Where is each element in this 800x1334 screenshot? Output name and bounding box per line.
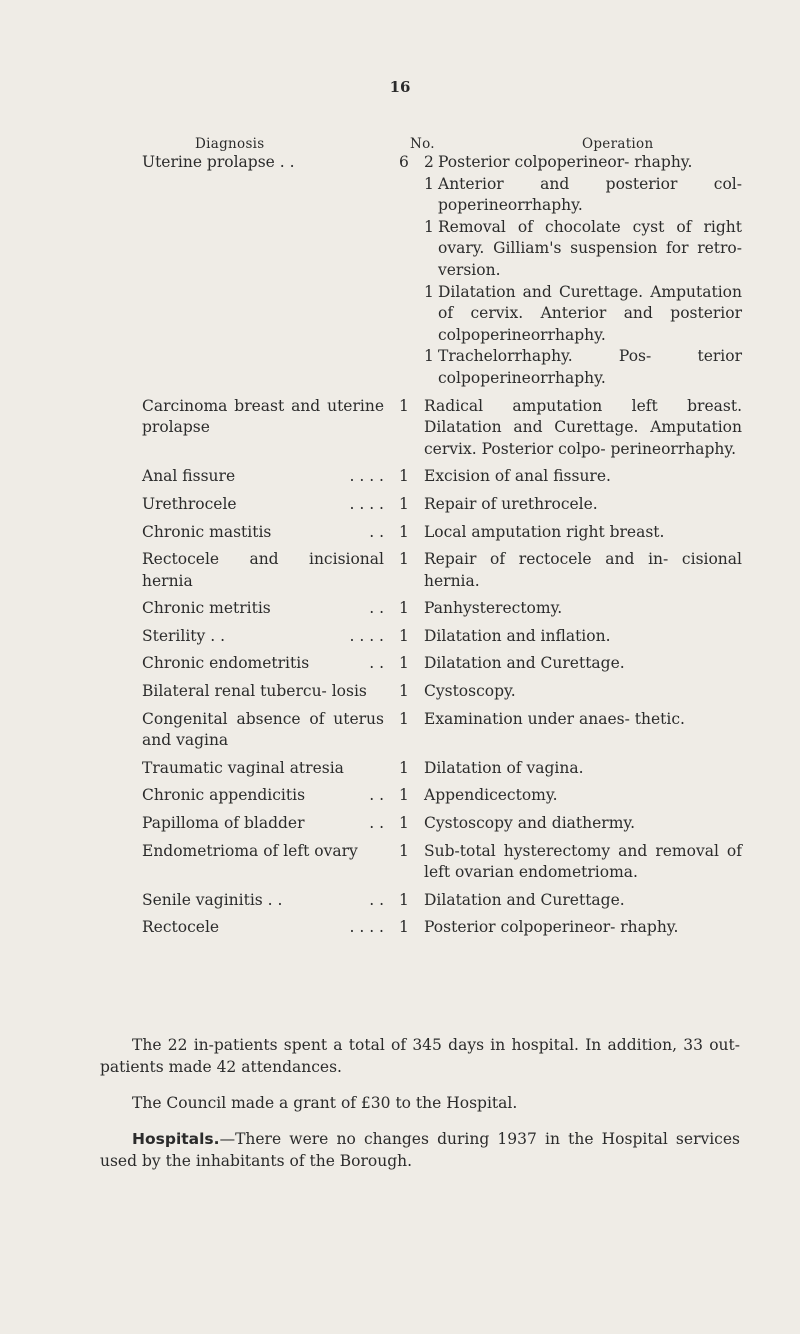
operation-cell: Sub-total hysterectomy and removal of left ovarian endometrioma. (424, 841, 742, 882)
operation-item: 1 Trachelorrhaphy. Pos- terior colpoperineorrhaphy. (424, 347, 742, 387)
operation-cell: Cystoscopy and diathermy. (424, 814, 636, 833)
count-cell: 1 (399, 396, 409, 415)
diagnosis-cell: Papilloma of bladder . . (142, 814, 384, 833)
operation-cell: Dilatation and Curettage. (424, 654, 625, 673)
diagnosis-cell: Chronic endometritis . . (142, 654, 384, 673)
hospitals-heading: Hospitals. (132, 1130, 220, 1148)
count-cell: 1 (399, 709, 409, 728)
table-row (142, 681, 742, 703)
hospitals-paragraph (100, 1128, 740, 1172)
header-no: No. (410, 136, 435, 152)
grant-paragraph: The Council made a grant of £30 to the Hospital. (132, 1094, 518, 1112)
diagnosis-cell: Chronic metritis . . (142, 599, 384, 618)
count-cell: 1 (399, 626, 409, 645)
operation-item: 1 Removal of chocolate cyst of right ovary. Gilliam's suspension for retro- version. (424, 217, 742, 279)
diagnosis-cell: Rectocele . . . . (142, 918, 384, 937)
operation-cell: Dilatation and inflation. (424, 626, 611, 645)
hospitals-text: —There were no changes during 1937 in the Hospital services used by the inhabitants of the Borough. (100, 1130, 740, 1170)
diagnosis-cell: Congenital absence of uterus and vagina (142, 709, 384, 750)
table-row (142, 466, 742, 488)
operation-cell: Local amputation right breast. (424, 522, 665, 541)
table-row (142, 758, 742, 780)
diagnosis-cell: Traumatic vaginal atresia (142, 758, 344, 777)
count-cell: 1 (399, 918, 409, 937)
operation-item: 1 Dilatation and Curettage. Amputation of cervix. Anterior and posterior colpoperineorrhaphy. (424, 282, 742, 344)
operation-cell: Panhysterectomy. (424, 599, 563, 618)
count-cell: 1 (399, 682, 409, 701)
diagnosis-cell: Uterine prolapse . . (142, 153, 295, 171)
operation-cell: Dilatation of vagina. (424, 758, 584, 777)
diagnosis-cell: Carcinoma breast and uterine prolapse (142, 396, 384, 437)
table-row (142, 396, 742, 461)
operation-cell: Examination under anaes- thetic. (424, 709, 685, 728)
table-row (142, 494, 742, 516)
count-cell: 1 (399, 494, 409, 513)
diagnosis-cell: Rectocele and incisional hernia (142, 550, 384, 590)
operation-cell (424, 152, 742, 390)
count-cell: 1 (399, 467, 409, 486)
table-row (142, 549, 742, 592)
table-row (142, 626, 742, 648)
table-row (142, 813, 742, 835)
table-row (142, 522, 742, 544)
count-cell: 1 (399, 758, 409, 777)
count-cell: 1 (399, 654, 409, 673)
diagnosis-cell: Endometrioma of left ovary (142, 841, 358, 860)
operation-item: 2 Posterior colpoperineor- rhaphy. (424, 153, 693, 171)
table-row (142, 152, 742, 390)
count-cell: 1 (399, 599, 409, 618)
table-row (142, 785, 742, 807)
count-cell: 1 (399, 841, 409, 860)
table-row (142, 890, 742, 912)
table-row (142, 709, 742, 752)
count-cell: 1 (399, 550, 409, 569)
diagnosis-cell: Chronic mastitis . . (142, 522, 384, 541)
header-operation: Operation (582, 136, 654, 152)
operation-cell: Appendicectomy. (424, 786, 558, 805)
operation-cell: Dilatation and Curettage. (424, 890, 625, 909)
operations-table (142, 152, 742, 939)
count-cell: 1 (399, 522, 409, 541)
table-row (142, 598, 742, 620)
inpatients-paragraph: The 22 in-patients spent a total of 345 days in hospital. In addition, 33 out-patients made 42 attendances. (100, 1036, 740, 1076)
table-row (142, 841, 742, 884)
header-diagnosis: Diagnosis (195, 136, 265, 152)
operation-cell: Radical amputation left breast. Dilatation and Curettage. Amputation cervix. Posterior colpo- perineorrhaphy. (424, 396, 742, 458)
diagnosis-cell: Chronic appendicitis . . (142, 786, 384, 805)
operation-item: 1 Anterior and posterior col- poperineorrhaphy. (424, 174, 742, 215)
count-cell: 6 (399, 153, 409, 171)
operation-cell: Repair of rectocele and in- cisional hernia. (424, 550, 742, 590)
count-cell: 1 (399, 786, 409, 805)
diagnosis-cell: Bilateral renal tubercu- losis (142, 682, 367, 701)
table-row (142, 653, 742, 675)
operation-cell: Excision of anal fissure. (424, 467, 611, 486)
operation-cell: Cystoscopy. (424, 682, 516, 701)
diagnosis-cell: Anal fissure . . . . (142, 467, 384, 486)
diagnosis-cell: Sterility . . . . . . (142, 626, 384, 645)
count-cell: 1 (399, 890, 409, 909)
operation-cell: Repair of urethrocele. (424, 494, 598, 513)
count-cell: 1 (399, 814, 409, 833)
table-row (142, 917, 742, 939)
diagnosis-cell: Senile vaginitis . . . . (142, 890, 384, 909)
body-text (100, 1034, 740, 1186)
page-number: 16 (389, 78, 411, 96)
operation-cell: Posterior colpoperineor- rhaphy. (424, 918, 679, 937)
diagnosis-cell: Urethrocele . . . . (142, 494, 384, 513)
